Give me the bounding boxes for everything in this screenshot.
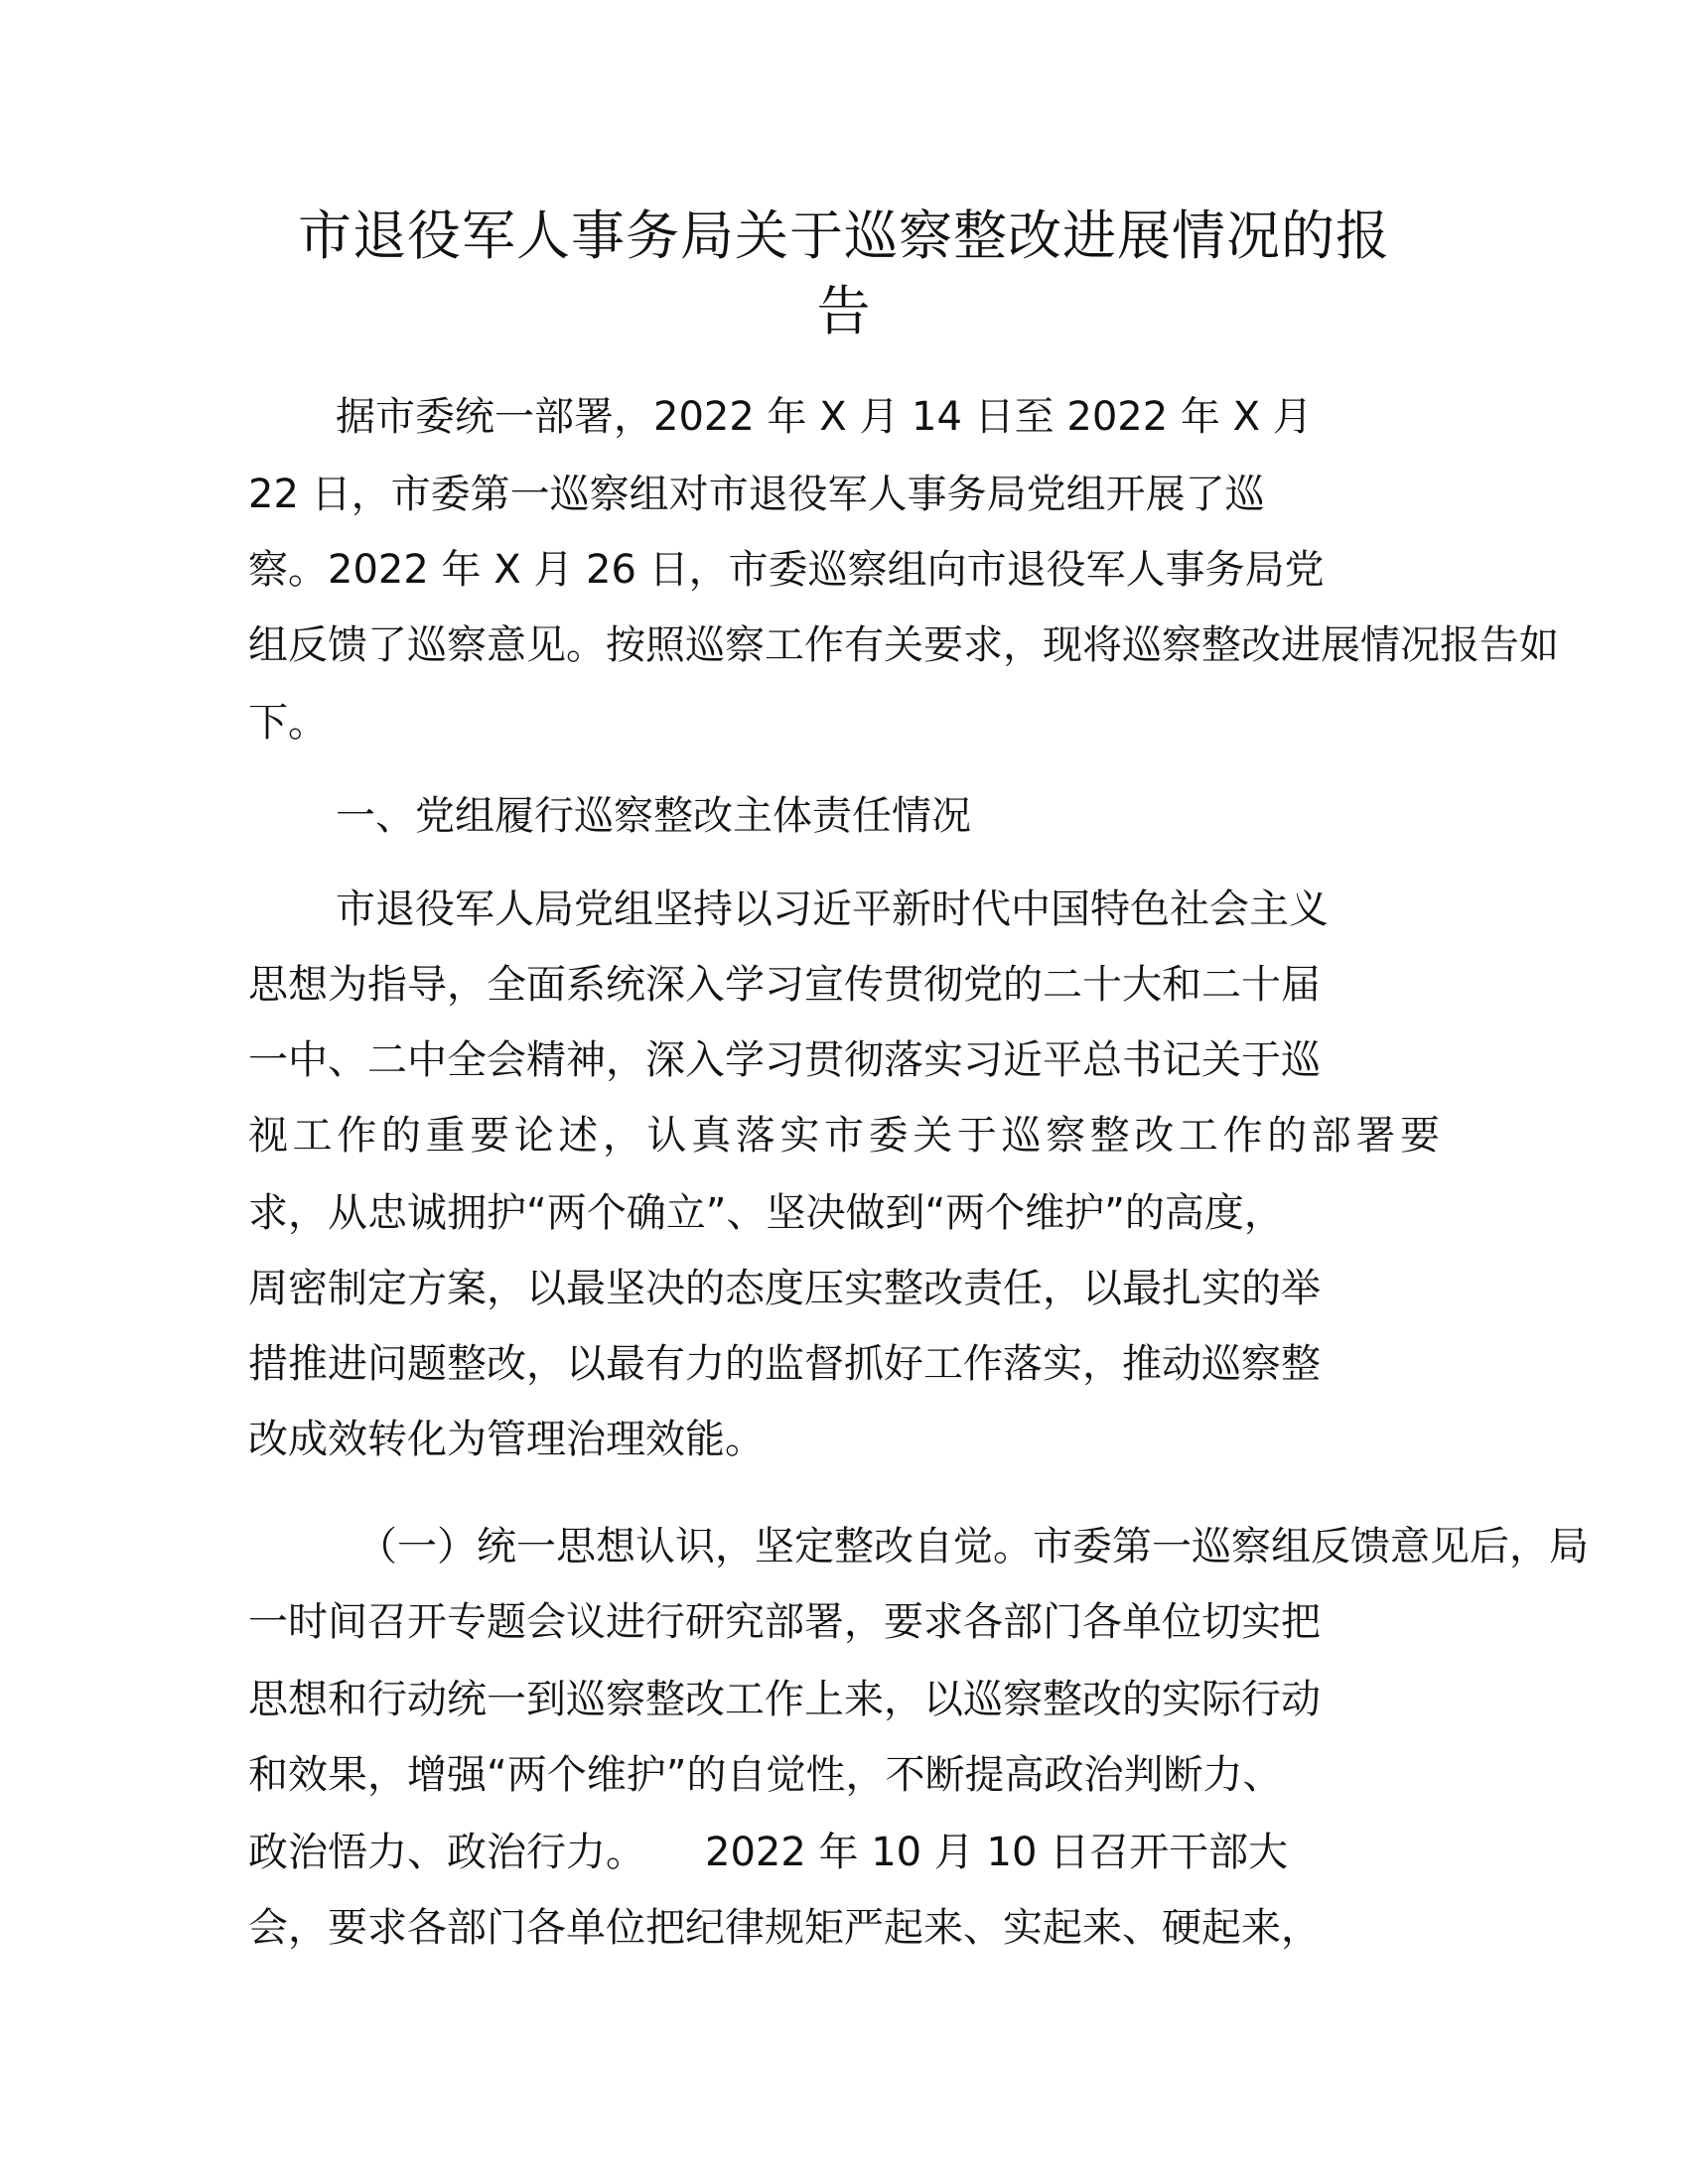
text-line: 22 日，市委第一巡察组对市退役军人事务局党组开展了巡 [248, 472, 1265, 517]
text-line: 和效果，增强“两个维护”的自觉性，不断提高政治判断力、 [248, 1752, 1283, 1798]
text-line: （一）统一思想认识，坚定整改自觉。市委第一巡察组反馈意见后，局 [357, 1524, 1589, 1570]
text-line: 思想为指导，全面系统深入学习宣传贯彻党的二十大和二十届 [248, 962, 1321, 1008]
text-line: 会，要求各部门各单位把纪律规矩严起来、实起来、硬起来， [248, 1905, 1321, 1951]
text-line: 据市委统一部署，2022 年 X 月 14 日至 2022 年 X 月 [336, 394, 1313, 440]
text-line: 下。 [248, 700, 328, 746]
text-line: 改成效转化为管理治理效能。 [248, 1417, 765, 1462]
document-title [248, 199, 1440, 349]
text-line: 一时间召开专题会议进行研究部署，要求各部门各单位切实把 [248, 1599, 1321, 1645]
text-line: 求，从忠诚拥护“两个确立”、坚决做到“两个维护”的高度， [248, 1190, 1284, 1236]
heading-line: 一、党组履行巡察整改主体责任情况 [336, 793, 971, 839]
text-line: 思想和行动统一到巡察整改工作上来，以巡察整改的实际行动 [248, 1677, 1321, 1722]
text-line: 市退役军人局党组坚持以习近平新时代中国特色社会主义 [336, 887, 1329, 932]
text-line: 周密制定方案，以最坚决的态度压实整改责任，以最扎实的举 [248, 1266, 1321, 1311]
title-line: 告 [816, 280, 872, 342]
text-line: 视工作的重要论述，认真落实市委关于巡察整改工作的部署要 [248, 1113, 1440, 1159]
text-line: 察。2022 年 X 月 26 日，市委巡察组向市退役军人事务局党 [248, 547, 1325, 593]
text-line: 一中、二中全会精神，深入学习贯彻落实习近平总书记关于巡 [248, 1037, 1321, 1083]
text-line: 组反馈了巡察意见。按照巡察工作有关要求，现将巡察整改进展情况报告如 [248, 622, 1559, 668]
text-line: 政治悟力、政治行力。 2022 年 10 月 10 日召开干部大 [248, 1830, 1289, 1875]
text-line: 措推进问题整改，以最有力的监督抓好工作落实，推动巡察整 [248, 1341, 1321, 1387]
title-line: 市退役军人事务局关于巡察整改进展情况的报 [298, 205, 1390, 267]
